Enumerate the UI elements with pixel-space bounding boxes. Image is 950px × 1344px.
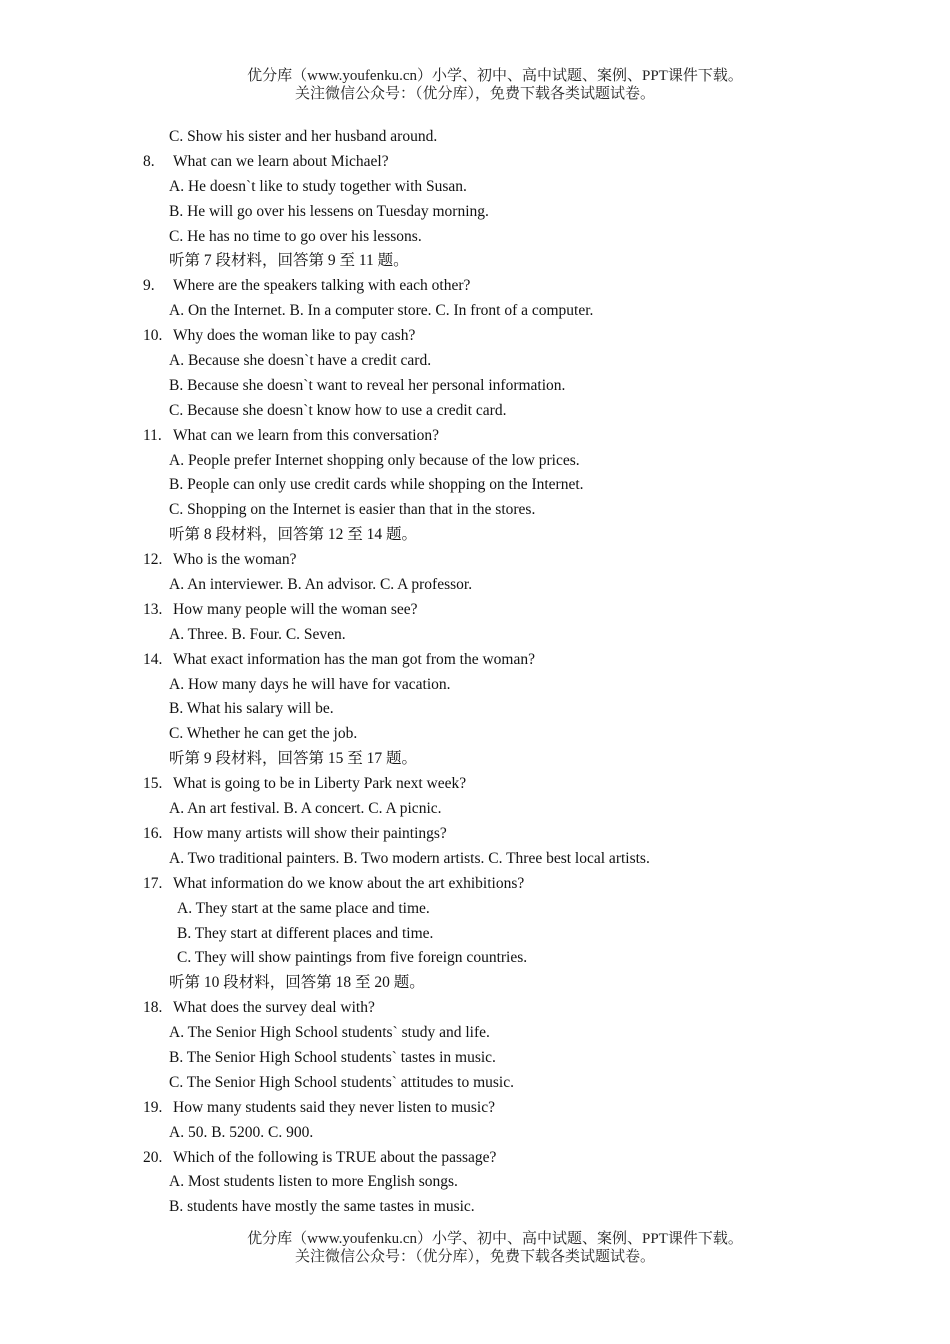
question-row <box>0 1096 950 1121</box>
answer-option-row <box>0 125 950 150</box>
answer-option-row <box>0 498 950 523</box>
answer-option: A. Most students listen to more English songs. <box>169 1173 458 1191</box>
answer-option-row <box>0 573 950 598</box>
answer-option: C. Whether he can get the job. <box>169 725 358 743</box>
page-footer <box>0 1230 950 1266</box>
answer-option-row <box>0 225 950 250</box>
question-row <box>0 872 950 897</box>
answer-option-row <box>0 449 950 474</box>
question-row <box>0 274 950 299</box>
section-instruction: 听第 9 段材料，回答第 15 至 17 题。 <box>169 750 418 768</box>
answer-option: A. People prefer Internet shopping only because of the low prices. <box>169 451 580 469</box>
question-number: 8. <box>143 152 155 170</box>
answer-option: B. students have mostly the same tastes in music. <box>169 1198 475 1216</box>
answer-option-row <box>0 623 950 648</box>
section-instruction-row <box>0 971 950 996</box>
question-row <box>0 150 950 175</box>
answer-option-row <box>0 673 950 698</box>
answer-option: B. What his salary will be. <box>169 700 334 718</box>
question-text: How many students said they never listen to music? <box>173 1098 495 1116</box>
question-number: 11. <box>143 426 162 444</box>
footer-line-2: 关注微信公众号：（优分库），免费下载各类试题试卷。 <box>294 1249 655 1265</box>
answer-option: B. People can only use credit cards while shopping on the Internet. <box>169 476 584 494</box>
question-number: 10. <box>143 327 163 345</box>
page-header <box>0 67 950 103</box>
header-line-2: 关注微信公众号：（优分库），免费下载各类试题试卷。 <box>294 86 655 102</box>
question-row <box>0 424 950 449</box>
answer-option: C. He has no time to go over his lessons. <box>169 227 422 245</box>
question-row <box>0 822 950 847</box>
answer-option-row <box>0 349 950 374</box>
answer-option-row <box>0 1046 950 1071</box>
question-number: 9. <box>143 277 155 295</box>
question-text: How many people will the woman see? <box>173 600 418 618</box>
question-text: Where are the speakers talking with each other? <box>173 277 471 295</box>
footer-line-1: 优分库（www.youfenku.cn）小学、初中、高中试题、案例、PPT课件下载。 <box>247 1231 743 1247</box>
question-row <box>0 598 950 623</box>
answer-option: A. Two traditional painters. B. Two modern artists. C. Three best local artists. <box>169 849 650 867</box>
question-text: What is going to be in Liberty Park next week? <box>173 775 467 793</box>
answer-option: C. Because she doesn`t know how to use a credit card. <box>169 401 507 419</box>
question-text: What does the survey deal with? <box>173 999 375 1017</box>
question-number: 17. <box>143 874 163 892</box>
question-text: What can we learn about Michael? <box>173 152 389 170</box>
section-instruction: 听第 8 段材料，回答第 12 至 14 题。 <box>169 526 418 544</box>
answer-option-row <box>0 1195 950 1220</box>
section-instruction-row <box>0 747 950 772</box>
question-number: 18. <box>143 999 163 1017</box>
answer-option: A. On the Internet. B. In a computer store. C. In front of a computer. <box>169 302 594 320</box>
answer-option-row <box>0 897 950 922</box>
question-number: 16. <box>143 824 163 842</box>
question-number: 13. <box>143 600 163 618</box>
question-row <box>0 772 950 797</box>
question-row <box>0 996 950 1021</box>
answer-option: A. He doesn`t like to study together with Susan. <box>169 177 467 195</box>
question-number: 15. <box>143 775 163 793</box>
answer-option-row <box>0 797 950 822</box>
answer-option-row <box>0 697 950 722</box>
answer-option-row <box>0 374 950 399</box>
question-text: Which of the following is TRUE about the passage? <box>173 1148 497 1166</box>
section-instruction-row <box>0 523 950 548</box>
question-row <box>0 1146 950 1171</box>
answer-option: A. Three. B. Four. C. Seven. <box>169 625 346 643</box>
answer-option: A. An art festival. B. A concert. C. A picnic. <box>169 800 442 818</box>
answer-option-row <box>0 847 950 872</box>
exam-content <box>0 125 950 1220</box>
section-instruction-row <box>0 249 950 274</box>
question-text: How many artists will show their paintings? <box>173 824 447 842</box>
answer-option: B. They start at different places and time. <box>177 924 434 942</box>
answer-option-row <box>0 399 950 424</box>
answer-option-row <box>0 722 950 747</box>
answer-option: C. Show his sister and her husband around. <box>169 128 438 145</box>
answer-option: A. Because she doesn`t have a credit card. <box>169 352 432 370</box>
answer-option-row <box>0 1121 950 1146</box>
answer-option: B. The Senior High School students` tastes in music. <box>169 1048 496 1066</box>
answer-option-row <box>0 1021 950 1046</box>
answer-option: B. He will go over his lessens on Tuesday morning. <box>169 202 489 220</box>
answer-option: C. The Senior High School students` attitudes to music. <box>169 1073 514 1091</box>
answer-option: A. The Senior High School students` study and life. <box>169 1024 490 1042</box>
question-text: Why does the woman like to pay cash? <box>173 327 416 345</box>
question-row <box>0 548 950 573</box>
answer-option-row <box>0 299 950 324</box>
answer-option: A. How many days he will have for vacation. <box>169 675 451 693</box>
header-line-1: 优分库（www.youfenku.cn）小学、初中、高中试题、案例、PPT课件下载。 <box>247 68 743 84</box>
question-text: Who is the woman? <box>173 551 297 569</box>
answer-option: A. They start at the same place and time. <box>177 899 430 917</box>
answer-option-row <box>0 922 950 947</box>
question-number: 12. <box>143 551 163 569</box>
section-instruction: 听第 10 段材料，回答第 18 至 20 题。 <box>169 974 425 992</box>
answer-option: B. Because she doesn`t want to reveal her personal information. <box>169 376 566 394</box>
section-instruction: 听第 7 段材料，回答第 9 至 11 题。 <box>169 252 409 270</box>
answer-option-row <box>0 175 950 200</box>
answer-option: A. An interviewer. B. An advisor. C. A professor. <box>169 576 473 594</box>
answer-option-row <box>0 946 950 971</box>
question-row <box>0 648 950 673</box>
answer-option-row <box>0 473 950 498</box>
question-number: 19. <box>143 1098 163 1116</box>
answer-option-row <box>0 1071 950 1096</box>
question-text: What exact information has the man got from the woman? <box>173 650 535 668</box>
answer-option: C. Shopping on the Internet is easier than that in the stores. <box>169 501 536 519</box>
answer-option-row <box>0 200 950 225</box>
answer-option: C. They will show paintings from five foreign countries. <box>177 949 528 967</box>
answer-option-row <box>0 1170 950 1195</box>
question-number: 20. <box>143 1148 163 1166</box>
question-row <box>0 324 950 349</box>
question-text: What information do we know about the art exhibitions? <box>173 874 525 892</box>
answer-option: A. 50. B. 5200. C. 900. <box>169 1123 314 1141</box>
question-number: 14. <box>143 650 163 668</box>
question-text: What can we learn from this conversation? <box>173 426 439 444</box>
